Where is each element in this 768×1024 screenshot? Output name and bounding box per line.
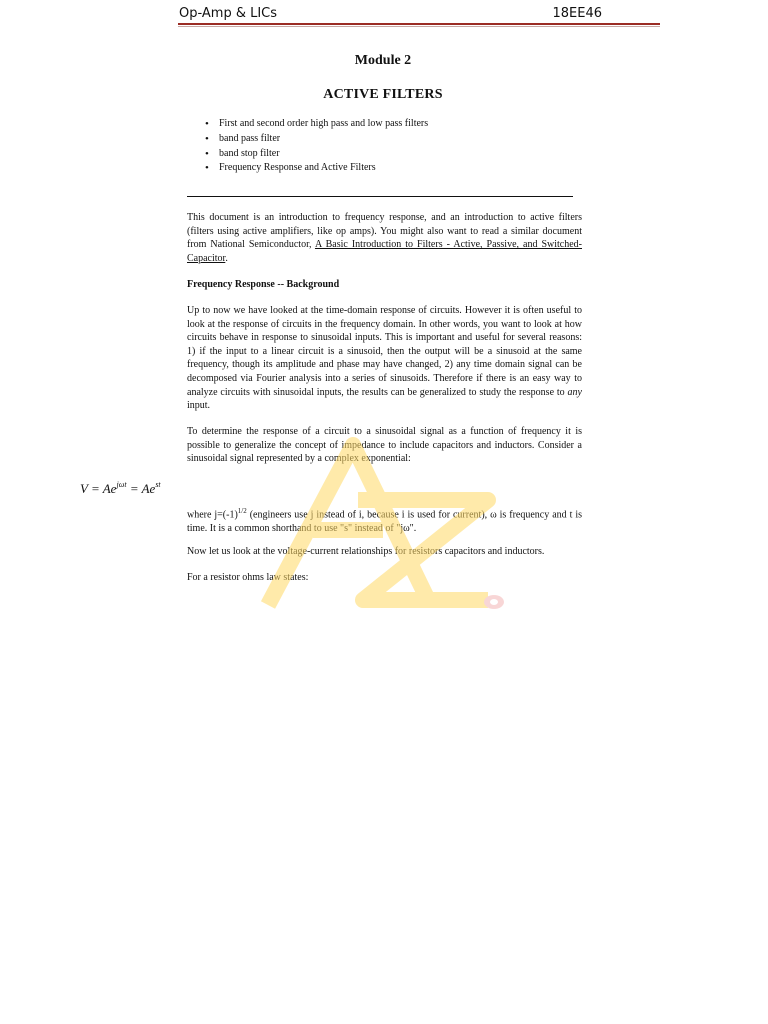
where-rest: (engineers use j instead of i, because i is used for current), ω is frequency and t is time. It is a common shorthand to use "s" instead of "jω". <box>187 509 582 534</box>
intro-end: . <box>225 252 228 264</box>
complex-exponential-equation <box>80 480 161 497</box>
background-end: input. <box>187 400 211 412</box>
equation-lhs: V = Ae <box>80 481 117 496</box>
watermark-logo <box>258 430 508 615</box>
impedance-paragraph: To determine the response of a circuit to a sinusoidal signal as a function of frequency it is possible to generalize the concept of impedance to include capacitors and inductors. Consider a sinusoidal signal represented by a complex exponential: <box>187 426 582 465</box>
topic-list <box>205 117 428 176</box>
topic-item: • band pass filter <box>205 132 428 147</box>
equation-exponent-2: st <box>155 480 161 489</box>
relationships-paragraph: Now let us look at the voltage-current relationships for resistors capacitors and inductors. <box>187 546 545 557</box>
topic-item: • band stop filter <box>205 147 428 162</box>
where-start: where j=(-1) <box>187 509 238 521</box>
background-paragraph <box>187 304 582 413</box>
header-rule <box>178 23 660 25</box>
equation-exponent-1: jωt <box>116 480 127 489</box>
filters-document-link[interactable]: A Basic Introduction to Filters - Active, Passive, and Switched-Capacitor <box>187 239 582 264</box>
course-code: 18EE46 <box>552 6 602 21</box>
module-title: Module 2 <box>354 53 412 68</box>
subheading: Frequency Response -- Background <box>187 279 340 290</box>
equation-mid: = Ae <box>126 481 156 496</box>
section-divider <box>187 196 573 197</box>
page-header <box>178 6 660 24</box>
section-title: ACTIVE FILTERS <box>323 87 443 102</box>
intro-paragraph <box>187 211 582 265</box>
header-rule-secondary <box>178 26 660 27</box>
resistor-paragraph: For a resistor ohms law states: <box>187 572 309 583</box>
background-text: Up to now we have looked at the time-domain response of circuits. However it is often useful to look at the response of circuits in the frequency domain. In other words, you want to look at how circuits behave in response to sinusoidal inputs. This is important and useful for several reasons: 1) if the input to a linear circuit is a sinusoid, then the output will be a sinusoid at the same frequency, though its amplitude and phase may have changed, 2) any time domain signal can be decomposed via Fourier analysis into a series of sinusoids. Therefore if there is an easy way to analyze circuits with sinusoidal inputs, the results can be generalized to study the response to <box>187 305 582 398</box>
topic-item: • Frequency Response and Active Filters <box>205 161 428 176</box>
topic-item: • First and second order high pass and low pass filters <box>205 117 428 132</box>
course-title: Op-Amp & LICs <box>179 6 278 21</box>
where-exponent: 1/2 <box>237 507 247 515</box>
background-emphasis: any <box>567 386 582 398</box>
intro-text: This document is an introduction to frequency response, and an introduction to active filters (filters using active amplifiers, like op amps). You might also want to read a similar document from National Semiconductor, <box>187 212 582 251</box>
